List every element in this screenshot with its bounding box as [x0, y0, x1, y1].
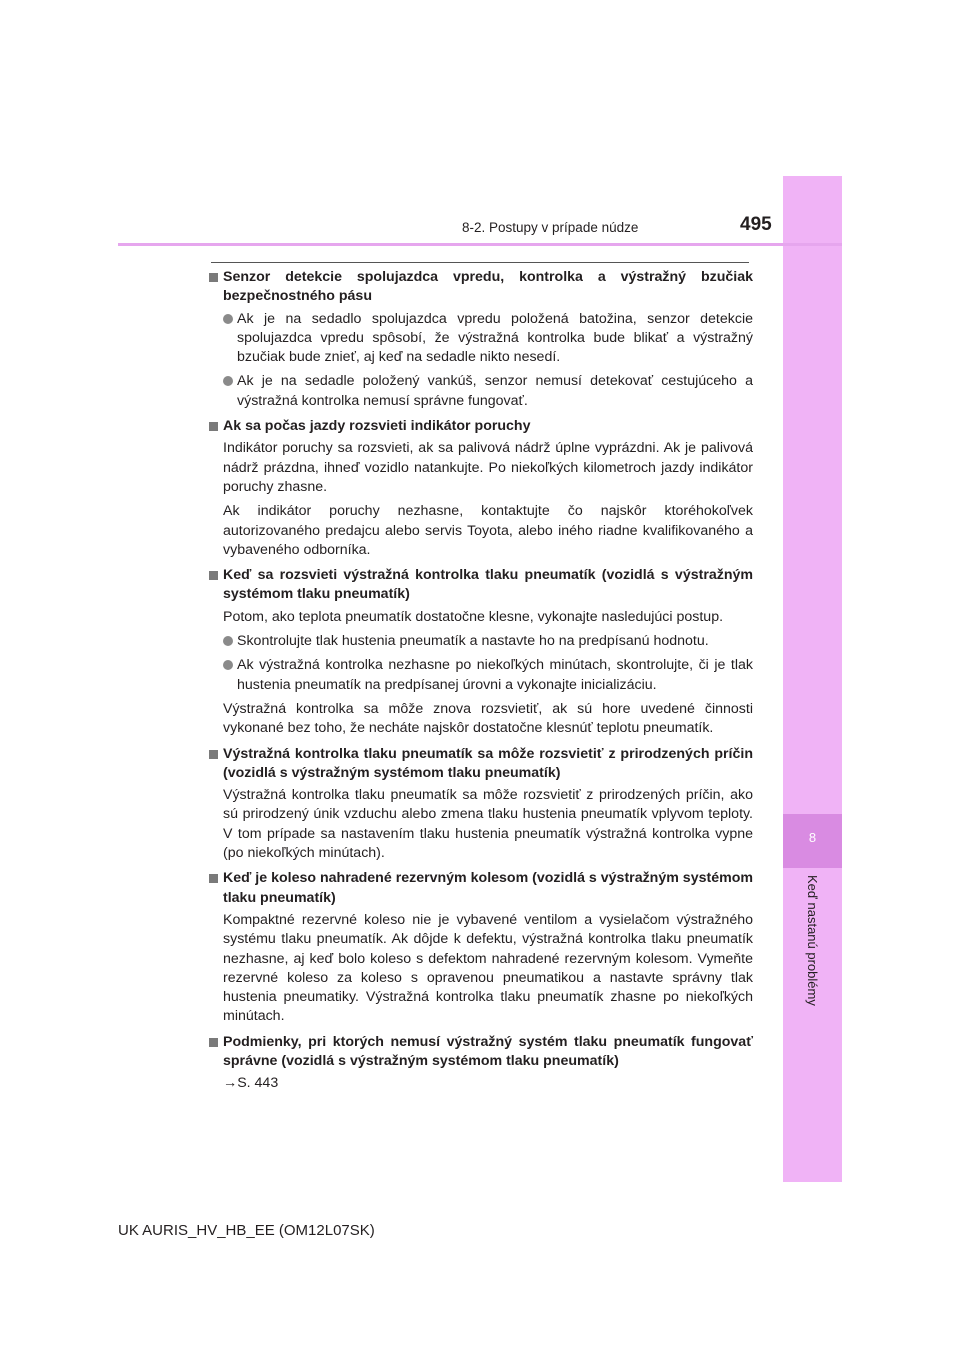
list-item: Ak je na sedadlo spolujazdca vpredu položená batožina, senzor detekcie spolujazdca vpredu spôsobí, že výstražná kontrolka bude blikať a výstražný bzučiak bude znieť, aj keď na sedadle nikto nesedí.: [209, 310, 753, 368]
page-number: 495: [740, 214, 772, 235]
paragraph: Potom, ako teplota pneumatík dostatočne klesne, vykonajte nasledujúci postup.: [223, 608, 724, 625]
section-malfunction-indicator: [209, 417, 753, 560]
square-bullet-icon: [209, 750, 218, 759]
section-natural-causes: [209, 745, 753, 864]
footer-model-code: UK AURIS_HV_HB_EE (OM12L07SK): [118, 1222, 375, 1239]
square-bullet-icon: [209, 273, 218, 282]
section-heading: Ak sa počas jazdy rozsvieti indikátor poruchy: [223, 418, 531, 435]
chapter-number: 8: [808, 830, 817, 845]
circle-bullet-icon: [223, 660, 233, 670]
content-top-rule: [211, 262, 749, 263]
section-heading: Senzor detekcie spolujazdca vpredu, kontrolka a výstražný bzučiak bezpečnostného pásu: [223, 269, 753, 305]
section-heading: Keď je koleso nahradené rezervným kolesom (vozidlá s výstražným systémom tlaku pneumatík): [223, 870, 753, 906]
section-spare-wheel: [209, 869, 753, 1026]
square-bullet-icon: [209, 1038, 218, 1047]
paragraph: Výstražná kontrolka sa môže znova rozsvietiť, ak sú hore uvedené činnosti vykonané bez toho, že necháte najskôr dostatočne klesnúť teplotu pneumatík.: [223, 700, 753, 737]
chapter-title: Keď nastanú problémy: [805, 875, 820, 1006]
header-section-title: 8-2. Postupy v prípade núdze: [462, 220, 639, 235]
list-item: Ak výstražná kontrolka nezhasne po niekoľkých minútach, skontrolujte, či je tlak hustenia pneumatík na predpísanej úrovni a vykonajte inicializáciu.: [209, 656, 753, 695]
section-heading: Keď sa rozsvieti výstražná kontrolka tlaku pneumatík (vozidlá s výstražným systémom tlaku pneumatík): [223, 567, 753, 603]
square-bullet-icon: [209, 422, 218, 431]
paragraph: Indikátor poruchy sa rozsvieti, ak sa palivová nádrž úplne vyprázdni. Ak je palivová nádrž prázdna, ihneď vozidlo natankujte. Po niekoľkých kilometroch jazdy indikátor poruchy zhasne.: [223, 440, 753, 495]
list-item: Ak je na sedadle položený vankúš, senzor nemusí detekovať cestujúceho a výstražná kontrolka nemusí správne fungovať.: [209, 372, 753, 411]
section-heading: Podmienky, pri ktorých nemusí výstražný systém tlaku pneumatík fungovať správne (vozidlá s výstražným systémom tlaku pneumatík): [223, 1033, 753, 1069]
square-bullet-icon: [209, 874, 218, 883]
section-seatbelt-sensor: [209, 268, 753, 411]
list-item: Skontrolujte tlak hustenia pneumatík a nastavte ho na predpísanú hodnotu.: [209, 632, 753, 651]
circle-bullet-icon: [223, 314, 233, 324]
page-reference-link[interactable]: →S. 443: [223, 1075, 279, 1092]
paragraph: Ak indikátor poruchy nezhasne, kontaktujte čo najskôr ktoréhokoľvek autorizovaného predajcu alebo servis Toyota, alebo iného riadne kvalifikovaného a vybaveného odborníka.: [223, 503, 753, 558]
circle-bullet-icon: [223, 376, 233, 386]
paragraph: Kompaktné rezervné koleso nie je vybavené ventilom a vysielačom výstražného systému tlaku pneumatík. Ak dôjde k defektu, výstražná kontrolka tlaku pneumatík nezhasne, aj keď bolo koleso s defektom nahradené rezervným kolesom. Vymeňte rezervné koleso za koleso s opravenou pneumatikou a nastavte správny tlak hustenia pneumatiky. Výstražná kontrolka tlaku pneumatík zhasne po niekoľkých minútach.: [223, 911, 753, 1025]
header-divider: [118, 243, 842, 246]
paragraph: Výstražná kontrolka tlaku pneumatík sa môže rozsvietiť z prirodzených príčin, ako sú prirodzený únik vzduchu alebo zmena tlaku hustenia pneumatík vplyvom teploty. V tom prípade sa nastavením tlaku hustenia pneumatík výstražná kontrolka vypne (po niekoľkých minútach).: [223, 787, 753, 862]
section-conditions: [209, 1033, 753, 1094]
square-bullet-icon: [209, 571, 218, 580]
circle-bullet-icon: [223, 636, 233, 646]
page-content: [209, 268, 753, 1100]
section-tire-pressure-warning: [209, 566, 753, 738]
section-heading: Výstražná kontrolka tlaku pneumatík sa môže rozsvietiť z prirodzených príčin (vozidlá s výstražným systémom tlaku pneumatík): [223, 745, 753, 781]
